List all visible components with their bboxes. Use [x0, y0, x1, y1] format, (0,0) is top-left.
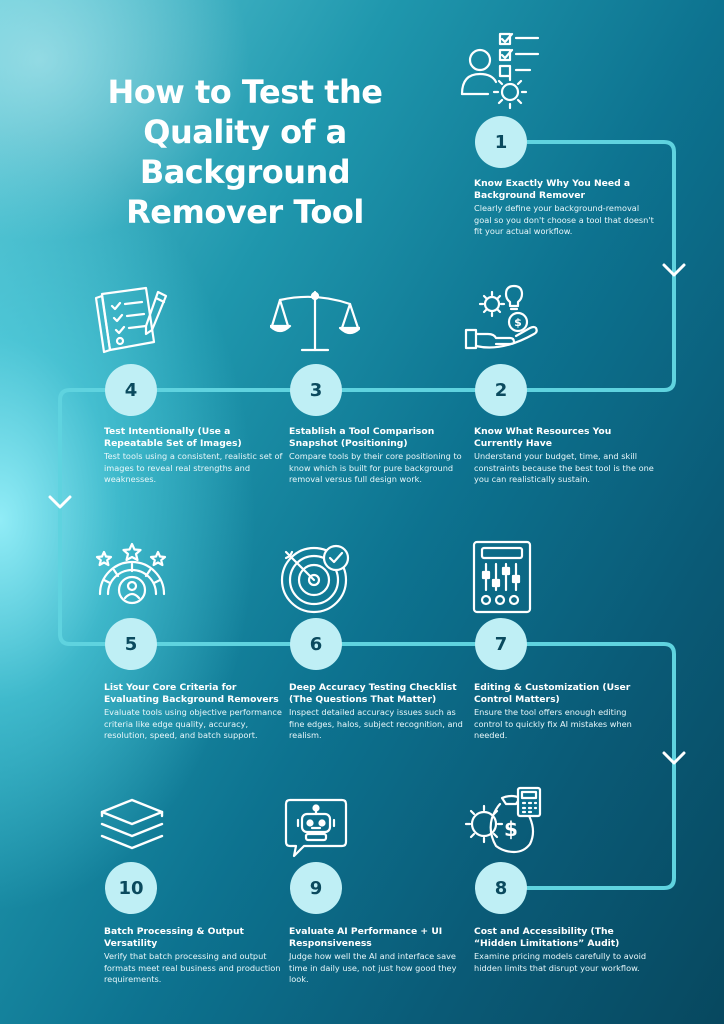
step-number-badge: 4 [105, 364, 157, 416]
step-5 [104, 682, 284, 742]
target-check-icon [278, 540, 354, 616]
title-line: Remover Tool [126, 193, 364, 231]
money-bag-calculator-gear-icon [462, 786, 544, 856]
step-number-badge: 8 [475, 862, 527, 914]
title-line: How to Test the [107, 73, 383, 111]
step-heading: List Your Core Criteria for Evaluating Background Removers [104, 682, 279, 705]
step-9 [289, 926, 469, 986]
step-heading: Test Intentionally (Use a Repeatable Set of Images) [104, 426, 242, 449]
step-heading: Know Exactly Why You Need a Background Remover [474, 178, 631, 201]
step-heading: Know What Resources You Currently Have [474, 426, 612, 449]
step-6 [289, 682, 469, 742]
step-heading: Editing & Customization (User Control Matters) [474, 682, 631, 705]
title-line: Quality of a [143, 113, 347, 151]
title-line: Background [139, 153, 351, 191]
step-description: Clearly define your background-removal goal so you don't choose a tool that doesn't fit your actual workflow. [474, 203, 654, 236]
person-checklist-gear-icon [458, 30, 548, 112]
step-10 [104, 926, 284, 986]
stacked-layers-icon [98, 798, 166, 858]
step-heading: Batch Processing & Output Versatility [104, 926, 244, 949]
step-number-badge: 5 [105, 618, 157, 670]
step-heading: Cost and Accessibility (The “Hidden Limitations” Audit) [474, 926, 620, 949]
step-description: Compare tools by their core positioning to know which is built for pure background removal versus full design work. [289, 451, 462, 484]
step-number-badge: 7 [475, 618, 527, 670]
step-3 [289, 426, 469, 486]
step-number-badge: 2 [475, 364, 527, 416]
svg-text:$: $ [514, 316, 522, 329]
step-heading: Deep Accuracy Testing Checklist (The Questions That Matter) [289, 682, 457, 705]
step-number-badge: 10 [105, 862, 157, 914]
step-number-badge: 3 [290, 364, 342, 416]
hand-money-gear-bulb-icon [462, 282, 542, 354]
step-number-badge: 6 [290, 618, 342, 670]
step-description: Judge how well the AI and interface save time in daily use, not just how good they look. [289, 951, 457, 984]
step-heading: Evaluate AI Performance + UI Responsiveness [289, 926, 443, 949]
step-description: Ensure the tool offers enough editing control to quickly fix AI mistakes when needed. [474, 707, 632, 740]
balance-scale-icon [270, 286, 360, 356]
step-number-badge: 1 [475, 116, 527, 168]
step-4 [104, 426, 284, 486]
step-description: Test tools using a consistent, realistic set of images to reveal real strengths and weaknesses. [104, 451, 283, 484]
step-2 [474, 426, 654, 486]
step-description: Understand your budget, time, and skill constraints because the best tool is the one you can realistically sustain. [474, 451, 654, 484]
step-description: Inspect detailed accuracy issues such as fine edges, halos, subject recognition, and realism. [289, 707, 463, 740]
step-heading: Establish a Tool Comparison Snapshot (Positioning) [289, 426, 435, 449]
step-1 [474, 178, 654, 238]
robot-chat-icon [284, 796, 350, 862]
svg-text:$: $ [504, 817, 518, 841]
control-panel-sliders-icon [472, 540, 532, 614]
step-description: Verify that batch processing and output formats meet real business and production requirements. [104, 951, 281, 984]
step-description: Evaluate tools using objective performance criteria like edge quality, accuracy, resolution, speed, and batch support. [104, 707, 282, 740]
step-7 [474, 682, 654, 742]
step-number-badge: 9 [290, 862, 342, 914]
checklist-document-pencil-icon [92, 284, 172, 358]
user-rating-stars-icon [92, 540, 172, 612]
step-description: Examine pricing models carefully to avoid hidden limits that disrupt your workflow. [474, 951, 647, 973]
step-8 [474, 926, 654, 974]
